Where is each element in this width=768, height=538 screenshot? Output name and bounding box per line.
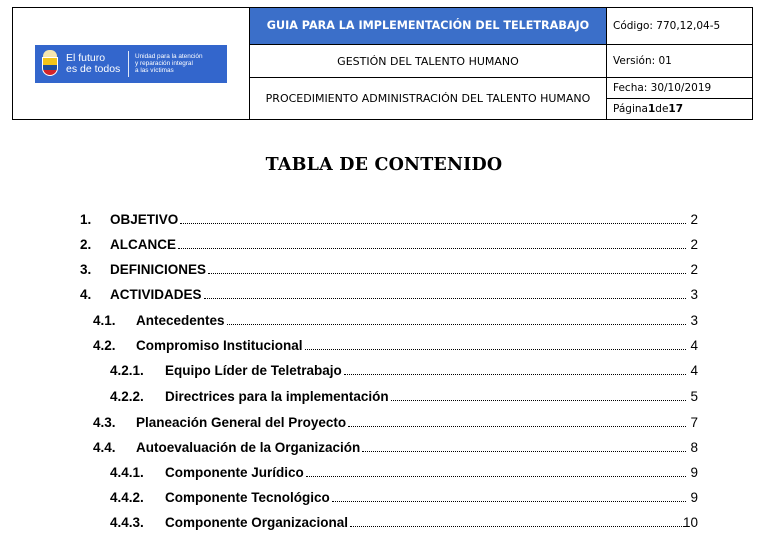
toc-entry-leader <box>165 515 686 530</box>
toc-entry-title: Componente Tecnológico <box>165 490 330 505</box>
logo-divider <box>128 51 129 77</box>
dot-leader <box>391 400 686 401</box>
toc-entry-number: 3. <box>80 262 92 277</box>
logo-main-text: El futuro es de todos <box>66 51 121 75</box>
toc-entry-title: Componente Organizacional <box>165 515 349 530</box>
page-indicator: Página 1 de 17 <box>613 103 684 115</box>
dot-leader <box>204 298 686 299</box>
toc-entry[interactable] <box>0 260 768 280</box>
toc-entry-title: Componente Jurídico <box>165 465 304 480</box>
toc-entry[interactable] <box>0 463 768 483</box>
toc-entry[interactable] <box>0 513 768 533</box>
toc-entry-leader <box>136 313 686 328</box>
dot-leader <box>362 451 686 452</box>
header-right-column <box>607 8 752 119</box>
toc-entry-leader <box>110 262 686 277</box>
dot-leader <box>350 526 686 527</box>
toc-entry-leader <box>165 389 686 404</box>
dot-leader <box>332 501 686 502</box>
toc-entry-page: 2 <box>690 212 698 227</box>
toc-entry[interactable] <box>0 336 768 356</box>
toc-entry-leader <box>136 415 686 430</box>
toc-entry-title: Planeación General del Proyecto <box>136 415 347 430</box>
page-title: TABLA DE CONTENIDO <box>265 155 503 175</box>
toc-entry-page: 4 <box>690 363 698 378</box>
dot-leader <box>344 374 686 375</box>
toc-entry-title: ACTIVIDADES <box>110 287 202 302</box>
toc-entry-number: 4.4.2. <box>110 490 144 505</box>
toc-entry-leader <box>136 440 686 455</box>
toc-entry-number: 1. <box>80 212 92 227</box>
document-code: Código: 770,12,04-5 <box>607 8 752 45</box>
toc-entry-page: 10 <box>682 515 698 530</box>
toc-entry[interactable] <box>0 285 768 305</box>
toc-entry-number: 4.4. <box>93 440 116 455</box>
toc-entry-leader <box>165 490 686 505</box>
toc-entry[interactable] <box>0 413 768 433</box>
toc-entry-page: 9 <box>690 490 698 505</box>
logo-sub-text: Unidad para la atención y reparación integral a las víctimas <box>135 53 203 74</box>
document-version: Versión: 01 <box>607 45 752 78</box>
toc-entry-page: 2 <box>690 237 698 252</box>
dot-leader <box>180 223 686 224</box>
toc-entry-number: 2. <box>80 237 92 252</box>
dot-leader <box>227 324 686 325</box>
toc-entry-title: Antecedentes <box>136 313 225 328</box>
toc-entry-page: 5 <box>690 389 698 404</box>
toc-entry-page: 7 <box>690 415 698 430</box>
toc-entry-title: Equipo Líder de Teletrabajo <box>165 363 342 378</box>
toc-entry-leader <box>165 465 686 480</box>
dot-leader <box>348 426 686 427</box>
toc-entry-number: 4.2.1. <box>110 363 144 378</box>
toc-entry-leader <box>110 212 686 227</box>
logo-cell <box>13 8 250 119</box>
toc-entry-title: Compromiso Institucional <box>136 338 303 353</box>
toc-entry-number: 4.2. <box>93 338 116 353</box>
toc-entry-number: 4. <box>80 287 92 302</box>
toc-entry[interactable] <box>0 311 768 331</box>
dot-leader <box>208 273 686 274</box>
toc-entry-leader <box>136 338 686 353</box>
dot-leader <box>305 349 686 350</box>
toc-entry-title: OBJETIVO <box>110 212 179 227</box>
toc-entry[interactable] <box>0 488 768 508</box>
toc-entry-number: 4.4.3. <box>110 515 144 530</box>
toc-entry-page: 3 <box>690 287 698 302</box>
toc-entry-leader <box>110 237 686 252</box>
procedure-name: PROCEDIMIENTO ADMINISTRACIÓN DEL TALENTO HUMANO <box>265 92 591 105</box>
toc-entry[interactable] <box>0 235 768 255</box>
dot-leader <box>178 248 686 249</box>
toc-entry[interactable] <box>0 387 768 407</box>
header-middle-column <box>250 8 607 119</box>
document-header <box>12 7 753 120</box>
toc-entry-title: Autoevaluación de la Organización <box>136 440 361 455</box>
toc-entry-page: 4 <box>690 338 698 353</box>
toc-entry[interactable] <box>0 438 768 458</box>
toc-entry-page: 3 <box>690 313 698 328</box>
toc-entry[interactable] <box>0 361 768 381</box>
toc-entry-page: 2 <box>690 262 698 277</box>
toc-entry-title: DEFINICIONES <box>110 262 207 277</box>
process-area: GESTIÓN DEL TALENTO HUMANO <box>250 45 606 78</box>
toc-entry-number: 4.1. <box>93 313 116 328</box>
institution-logo <box>35 45 227 83</box>
toc-entry[interactable] <box>0 210 768 230</box>
toc-entry-title: Directrices para la implementación <box>165 389 389 404</box>
toc-entry-number: 4.3. <box>93 415 116 430</box>
toc-entry-leader <box>110 287 686 302</box>
toc-entry-page: 8 <box>690 440 698 455</box>
document-title: GUIA PARA LA IMPLEMENTACIÓN DEL TELETRABAJO <box>250 8 606 45</box>
toc-entry-leader <box>165 363 686 378</box>
toc-entry-number: 4.4.1. <box>110 465 144 480</box>
coat-of-arms-icon <box>39 50 61 78</box>
toc-entry-page: 9 <box>690 465 698 480</box>
toc-entry-number: 4.2.2. <box>110 389 144 404</box>
dot-leader <box>306 476 686 477</box>
toc-entry-title: ALCANCE <box>110 237 176 252</box>
document-date: Fecha: 30/10/2019 <box>607 78 752 99</box>
